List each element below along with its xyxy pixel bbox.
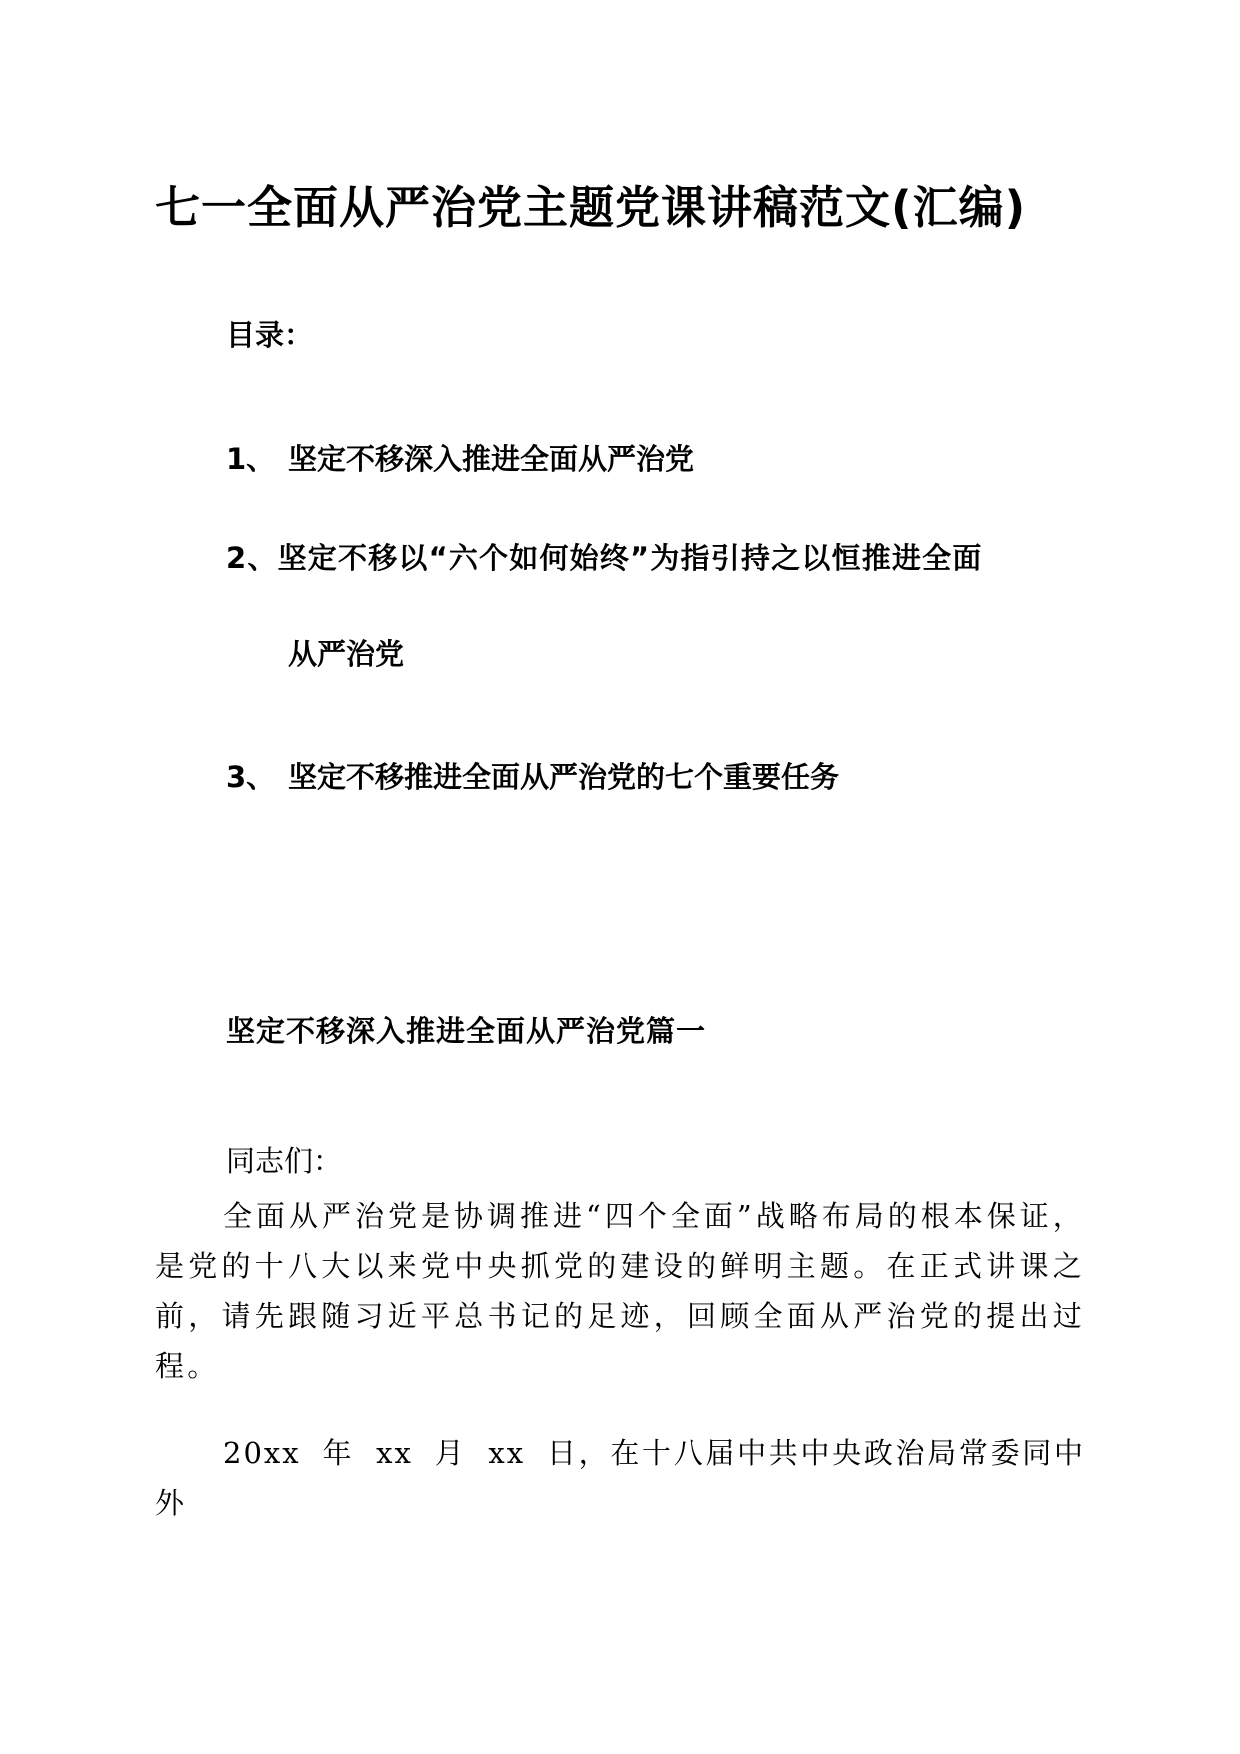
toc-item-number: 1、	[226, 442, 276, 476]
toc-item-text: 坚定不移推进全面从严治党的七个重要任务	[288, 760, 840, 794]
toc-item-continuation: 从严治党	[288, 637, 405, 671]
document-title: 七一全面从严治党主题党课讲稿范文(汇编)	[155, 181, 1027, 234]
section-heading: 坚定不移深入推进全面从严治党篇一	[226, 1014, 707, 1048]
body-paragraph: 全面从严治党是协调推进“四个全面”战略布局的根本保证，是党的十八大以来党中央抓党的建设的鲜明主题。在正式讲课之前，请先跟随习近平总书记的足迹，回顾全面从严治党的提出过程。	[155, 1199, 1085, 1383]
toc-item-number: 3、	[226, 760, 276, 794]
toc-item-number: 2、	[226, 541, 278, 575]
toc-item-text: 坚定不移以“六个如何始终”为指引持之以恒推进全面	[277, 541, 983, 575]
toc-item	[226, 439, 694, 479]
salutation: 同志们：	[226, 1144, 343, 1178]
toc-item	[226, 538, 983, 578]
toc-item	[226, 757, 839, 797]
body-paragraph: 20xx 年 xx 月 xx 日，在十八届中共中央政治局常委同中外	[155, 1436, 1085, 1520]
toc-item-text: 坚定不移深入推进全面从严治党	[288, 442, 695, 476]
toc-label: 目录：	[226, 318, 314, 352]
